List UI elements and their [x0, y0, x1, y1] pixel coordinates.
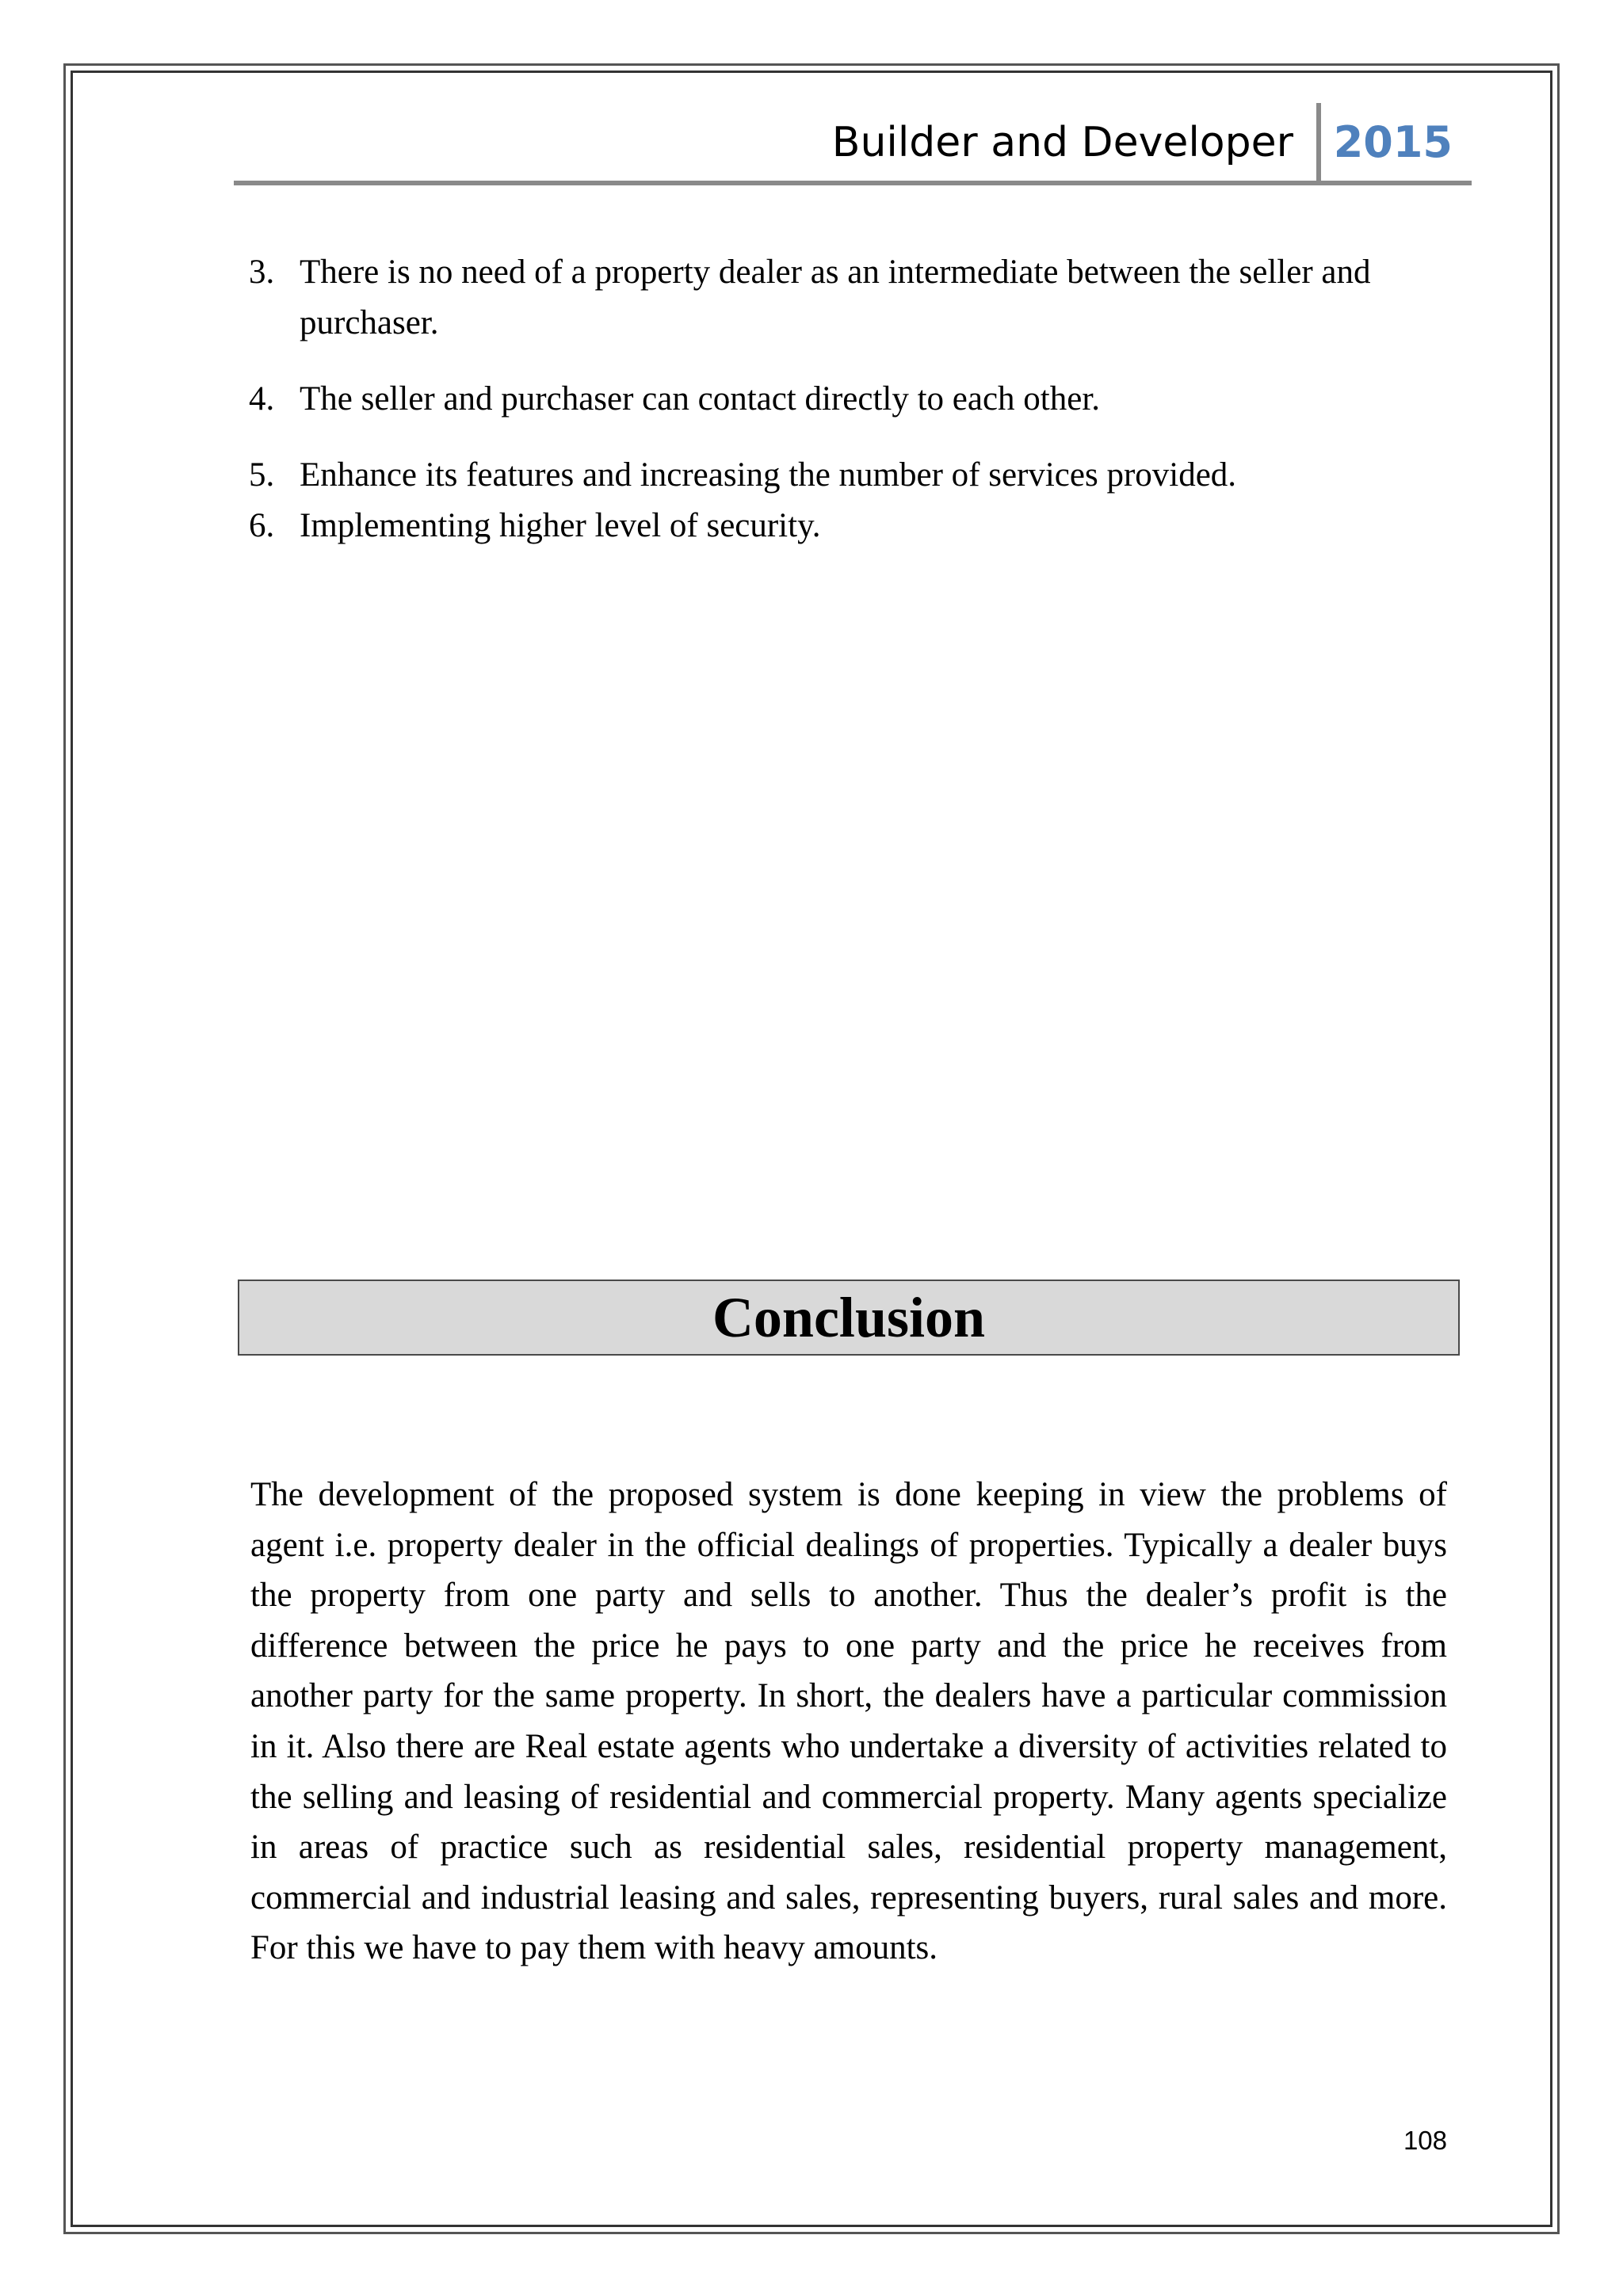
list-item-text: Implementing higher level of security. — [300, 507, 821, 544]
section-heading-box — [238, 1280, 1460, 1356]
header-title: Builder and Developer — [831, 119, 1293, 166]
numbered-list — [249, 247, 1469, 551]
list-item — [249, 501, 1469, 551]
list-item-number: 5. — [249, 456, 275, 494]
header-separator — [1316, 103, 1321, 185]
conclusion-paragraph: The development of the proposed system is done keeping in view the problems of agent i.e. property dealer in the official dealings of properties. Typically a dealer buys the property from one party and sells to another. Thus the dealer’s profit is the difference between the price he pays to one party and the price he receives from another party for the same property. In short, the dealers have a particular commission in it. Also there are Real estate agents who undertake a diversity of activities related to the selling and leasing of residential and commercial property. Many agents specialize in areas of practice such as residential sales, residential property management, commercial and industrial leasing and sales, representing buyers, rural sales and more. For this we have to pay them with heavy amounts. — [250, 1476, 1447, 1967]
header-year: 2015 — [1333, 117, 1453, 167]
list-item-text: Enhance its features and increasing the number of services provided. — [300, 456, 1237, 494]
header-rule — [234, 181, 1472, 185]
list-item-number: 6. — [249, 507, 275, 544]
list-item — [249, 247, 1469, 349]
list-item-text: The seller and purchaser can contact directly to each other. — [300, 380, 1101, 418]
page-header — [234, 103, 1472, 185]
section-heading: Conclusion — [712, 1286, 986, 1349]
list-item-number: 3. — [249, 254, 275, 291]
list-item — [249, 450, 1469, 501]
list-item — [249, 374, 1469, 425]
list-item-number: 4. — [249, 380, 275, 418]
page-number: 108 — [1403, 2126, 1447, 2155]
list-item-text: There is no need of a property dealer as an intermediate between the seller and purchaser. — [300, 254, 1371, 341]
